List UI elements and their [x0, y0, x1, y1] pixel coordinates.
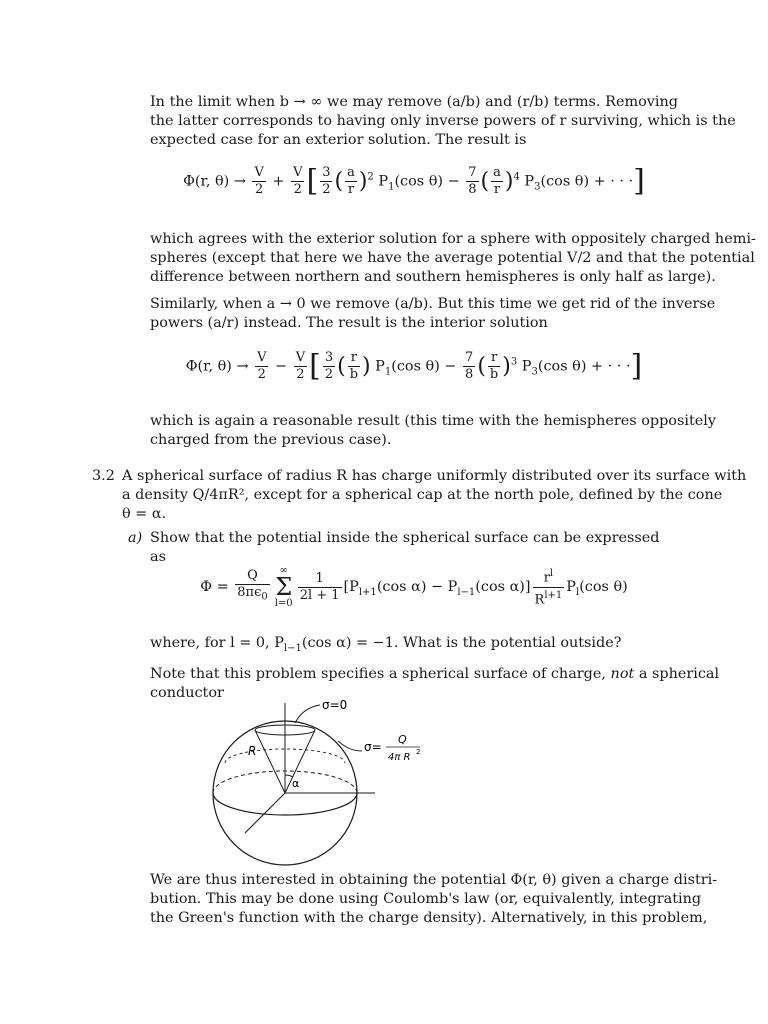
part-a-text: Show that the potential inside the spherical surface can be expressed as: [150, 530, 660, 565]
left-paren: (: [334, 169, 344, 194]
text-run: Note that this problem specifies a spherical surface of charge,: [150, 666, 611, 682]
right-paren: ): [502, 354, 511, 379]
cone-right: [285, 730, 315, 793]
radius-label: R: [248, 744, 257, 758]
cone-left: [255, 730, 285, 793]
numerator: V: [293, 165, 303, 180]
subscript: 0: [261, 591, 268, 603]
bracket-term: [P: [343, 579, 359, 595]
text-run: (cos α) = −1. What is the potential outside?: [301, 635, 622, 651]
text-line: spheres (except that here we have the average potential V/2 and that the potential: [150, 250, 755, 266]
equation-interior: [150, 350, 678, 383]
text-run: where, for l = 0, P: [150, 635, 284, 651]
denominator: 2: [324, 367, 334, 382]
subscript: 3: [534, 181, 541, 193]
denominator: b: [349, 367, 359, 382]
exponent: 3: [510, 356, 518, 368]
text-line: Similarly, when a → 0 we remove (a/b). But this time we get rid of the inverse: [150, 296, 716, 312]
text-line: which agrees with the exterior solution for a sphere with oppositely charged hemi-: [150, 231, 756, 247]
right-paren: ): [362, 354, 371, 379]
paragraph-reasonable: [150, 412, 716, 450]
text-line: expected case for an exterior solution. The result is: [150, 132, 527, 148]
exponent: 4: [513, 171, 520, 183]
equation-exterior: [150, 165, 678, 198]
legendre-symbol: P: [370, 358, 385, 375]
denominator: r: [493, 182, 501, 197]
subscript: l+1: [358, 586, 377, 598]
numerator: 3: [322, 165, 331, 180]
text-line: bution. This may be done using Coulomb's law (or, equivalently, integrating: [150, 891, 702, 907]
legendre-arg: (cos θ) + · · ·: [540, 173, 634, 190]
sum-lower-limit: l=0: [274, 598, 293, 609]
legendre-arg: (cos θ) + · · ·: [537, 358, 631, 375]
denominator: 2l + 1: [299, 587, 340, 603]
fraction: [533, 566, 565, 608]
subscript: l: [575, 586, 580, 598]
summation: [275, 565, 293, 609]
paragraph-approach: [150, 871, 718, 928]
equation-potential-series: [150, 565, 678, 609]
numerator: 3: [324, 350, 334, 365]
numerator: [533, 566, 565, 587]
exponent: 2: [367, 171, 374, 183]
numerator: 1: [298, 571, 342, 588]
text-line: the latter corresponds to having only inverse powers of r surviving, which is the: [150, 113, 736, 129]
denominator: [235, 585, 269, 606]
text-line: conductor: [150, 685, 224, 701]
denominator: 2: [293, 182, 302, 197]
sigma-leader: [338, 741, 362, 751]
numerator: V: [257, 350, 267, 365]
denominator: [533, 588, 565, 608]
problem-statement: [122, 467, 747, 524]
paragraph-exterior-limit: [150, 93, 736, 150]
eq-lhs: Φ(r, θ) →: [183, 173, 251, 190]
legendre-arg: (cos θ) −: [394, 173, 465, 190]
denominator: 8: [468, 182, 477, 197]
fraction: [298, 571, 342, 604]
text-line: In the limit when b → ∞ we may remove (a/b) and (r/b) terms. Removing: [150, 94, 678, 110]
text-line: A spherical surface of radius R has charge uniformly distributed over its surface with: [122, 468, 747, 484]
operator: −: [270, 358, 292, 375]
denominator: b: [489, 367, 499, 382]
eq-lhs: Φ =: [200, 579, 234, 595]
numerator: a: [493, 165, 501, 180]
numerator-text: r: [543, 570, 550, 586]
fraction: [255, 350, 268, 383]
fraction: [345, 165, 357, 198]
numerator: a: [347, 165, 355, 180]
legendre-arg: (cos θ): [579, 579, 628, 595]
right-bracket: ]: [630, 348, 643, 384]
fraction: [463, 350, 475, 383]
sigma-numerator: Q: [398, 733, 407, 746]
sigma-label: σ=: [364, 740, 382, 754]
subscript: 1: [384, 366, 392, 378]
problem-number: 3.2: [92, 468, 115, 484]
emphasis: not: [610, 666, 635, 682]
denominator-text: 8πϵ: [237, 585, 262, 601]
sum-symbol: Σ: [275, 573, 293, 601]
fraction: [320, 165, 332, 198]
text-run: a spherical: [634, 666, 720, 682]
sigma-denominator-exp: 2: [416, 748, 421, 756]
left-bracket: [: [306, 163, 319, 199]
subscript: 3: [531, 366, 538, 378]
fraction: [466, 165, 478, 198]
part-label: a): [128, 530, 143, 546]
denominator-text: R: [534, 591, 545, 607]
text-line: the Green's function with the charge density). Alternatively, in this problem,: [150, 910, 708, 926]
numerator: V: [295, 350, 306, 365]
left-paren: (: [337, 354, 346, 379]
alpha-label: α: [292, 777, 300, 790]
equator-front: [213, 793, 357, 815]
text-line: charged from the previous case).: [150, 432, 392, 448]
left-paren: (: [477, 354, 486, 379]
left-paren: (: [480, 169, 490, 194]
numerator: r: [348, 350, 360, 367]
fraction: [348, 350, 360, 383]
fraction: [294, 350, 307, 383]
fraction: [491, 165, 503, 198]
sum-upper-limit: ∞: [279, 565, 288, 576]
subscript: l−1: [283, 642, 302, 654]
numerator: 7: [468, 165, 477, 180]
sigma0-label: σ=0: [322, 698, 348, 712]
denominator: 8: [465, 367, 474, 382]
fraction: [488, 350, 500, 383]
left-bracket: [: [309, 348, 321, 384]
fraction: [235, 568, 269, 606]
exponent: l: [549, 568, 554, 580]
denominator: 2: [322, 182, 331, 197]
bracket-term: (cos α)]: [475, 579, 531, 595]
denominator: r: [347, 182, 355, 197]
text-line: which is again a reasonable result (this time with the hemispheres oppositely: [150, 413, 716, 429]
text-line: We are thus interested in obtaining the potential Φ(r, θ) given a charge distri-: [150, 872, 718, 888]
text-line: [150, 665, 720, 684]
numerator: V: [254, 165, 264, 180]
fraction: [252, 165, 265, 198]
sigma0-leader: [295, 705, 320, 723]
sigma-denominator: 4π R: [388, 752, 411, 763]
numerator: 7: [465, 350, 474, 365]
eq-lhs: Φ(r, θ) →: [185, 358, 254, 375]
operator: +: [267, 173, 290, 190]
legendre-symbol: P: [373, 173, 389, 190]
fraction: [291, 165, 304, 198]
paragraph-interior-limit: [150, 295, 716, 333]
right-paren: ): [504, 169, 514, 194]
legendre-arg: (cos θ) −: [391, 358, 462, 375]
right-bracket: ]: [633, 163, 645, 199]
legendre-symbol: P: [519, 173, 535, 190]
legendre-symbol: P: [566, 579, 576, 595]
sphere-figure: [200, 695, 500, 880]
numerator: Q: [235, 568, 269, 585]
fraction: [323, 350, 335, 383]
paragraph-agreement: [150, 230, 756, 287]
text-line: θ = α.: [122, 506, 167, 522]
legendre-symbol: P: [517, 358, 532, 375]
bracket-term: (cos α) − P: [376, 579, 458, 595]
right-paren: ): [358, 169, 368, 194]
text-line: difference between northern and southern hemispheres is only half as large).: [150, 269, 716, 285]
text-line: powers (a/r) instead. The result is the interior solution: [150, 315, 548, 331]
text-line: a density Q/4πR², except for a spherical cap at the north pole, defined by the cone: [122, 487, 723, 503]
subscript: l−1: [457, 586, 476, 598]
exponent: l+1: [544, 589, 563, 601]
denominator: 2: [296, 367, 305, 382]
numerator: r: [488, 350, 500, 367]
subscript: 1: [388, 181, 395, 193]
denominator: 2: [255, 182, 264, 197]
paragraph-l0-note: [150, 634, 678, 658]
denominator: 2: [257, 367, 266, 382]
